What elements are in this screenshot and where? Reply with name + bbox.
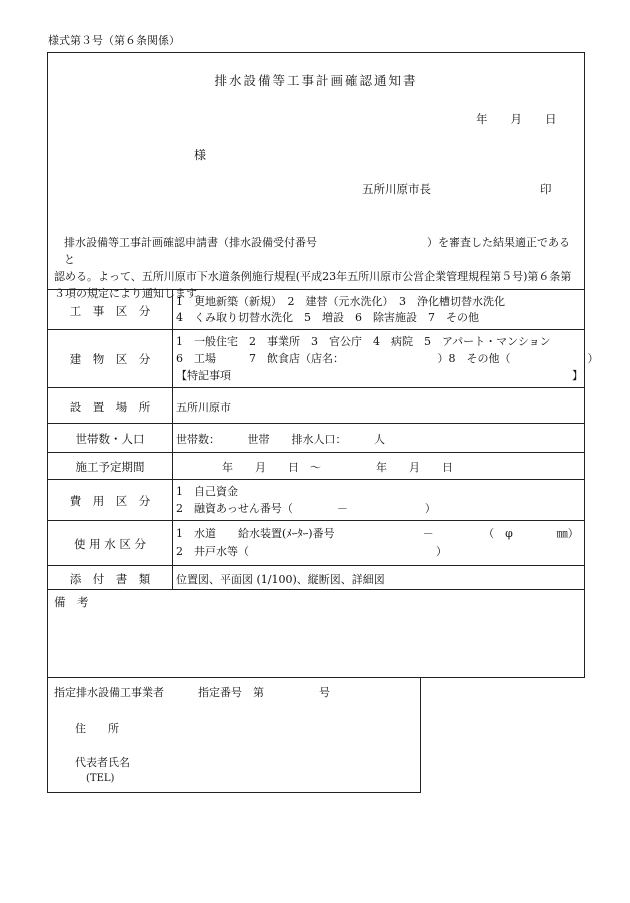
cost-options: [176, 483, 436, 517]
water-use-label: 使 用 水 区 分: [73, 537, 147, 551]
table-divider: [48, 423, 584, 424]
contractor-title: 指定排水設備工事業者: [54, 686, 164, 699]
remarks-label: 備 考: [54, 595, 89, 609]
table-divider: [48, 565, 584, 566]
contractor-rep-label: 代表者氏名: [75, 756, 130, 769]
contractor-tel-label: (TEL): [86, 773, 115, 784]
construction-type-label: 工 事 区 分: [69, 304, 151, 318]
form-id: 様式第３号（第６条関係）: [48, 34, 180, 47]
body-line: ３項の規定により通知します。: [54, 287, 208, 300]
table-divider: [48, 479, 584, 480]
option-line: 1 水道 給水装置(ﾒｰﾀｰ)番号 － （ φ ㎜）: [176, 527, 579, 540]
location-value: 五所川原市: [176, 401, 231, 414]
notice-body: [54, 234, 578, 302]
households-value: 世帯数： 世帯 排水人口： 人: [176, 433, 385, 446]
contractor-number: 指定番号 第 号: [198, 686, 330, 699]
schedule-label: 施工予定期間: [75, 460, 145, 474]
body-line: 認める。よって、五所川原市下水道条例施行規程(平成23年五所川原市公営企業管理規程第５号)第６条第: [54, 270, 572, 283]
option-line: 6 工場 7 飲食店（店名： ）8 その他（ ）: [176, 352, 599, 365]
contractor-box: [47, 677, 421, 793]
table-divider: [48, 520, 584, 521]
table-divider: [48, 289, 584, 290]
body-line: 排水設備等工事計画確認申請書（排水設備受付番号 ）を審査した結果適正であると: [64, 236, 570, 266]
attachments-label: 添 付 書 類: [69, 572, 151, 586]
date-line: 年 月 日: [476, 112, 557, 126]
page-title: 排水設備等工事計画確認通知書: [214, 73, 418, 88]
addressee-suffix: 様: [194, 148, 207, 162]
option-line: 1 更地新築（新規） 2 建替（元水洗化） 3 浄化槽切替水洗化: [176, 295, 505, 308]
notice-form: [47, 52, 599, 678]
table-divider: [48, 589, 584, 590]
schedule-value: 年 月 日 ～ 年 月 日: [222, 461, 453, 474]
location-label: 設 置 場 所: [69, 400, 151, 414]
building-type-options: [176, 333, 599, 384]
option-line: 1 一般住宅 2 事業所 3 官公庁 4 病院 5 アパート・マンション: [176, 335, 551, 348]
attachments-value: 位置図、平面図 (1/100)、縦断図、詳細図: [176, 573, 385, 586]
option-line: 4 くみ取り切替水洗化 5 増設 6 除害施設 7 その他: [176, 311, 479, 324]
cost-label: 費 用 区 分: [69, 494, 151, 508]
option-line: 2 井戸水等（ ）: [176, 545, 447, 558]
issuer-name: 五所川原市長: [362, 182, 431, 196]
building-type-label: 建 物 区 分: [69, 352, 151, 366]
table-divider: [48, 329, 584, 330]
seal-mark: 印: [540, 182, 552, 196]
option-line: 2 融資あっせん番号（ － ）: [176, 502, 436, 515]
special-notes: 【特記事項 】: [176, 369, 583, 382]
label-column-divider: [172, 289, 173, 589]
table-divider: [48, 387, 584, 388]
contractor-address-label: 住 所: [75, 722, 119, 735]
construction-type-options: [176, 294, 505, 326]
households-label: 世帯数・人口: [75, 432, 145, 446]
table-divider: [48, 452, 584, 453]
option-line: 1 自己資金: [176, 485, 238, 498]
water-use-options: [176, 525, 579, 561]
